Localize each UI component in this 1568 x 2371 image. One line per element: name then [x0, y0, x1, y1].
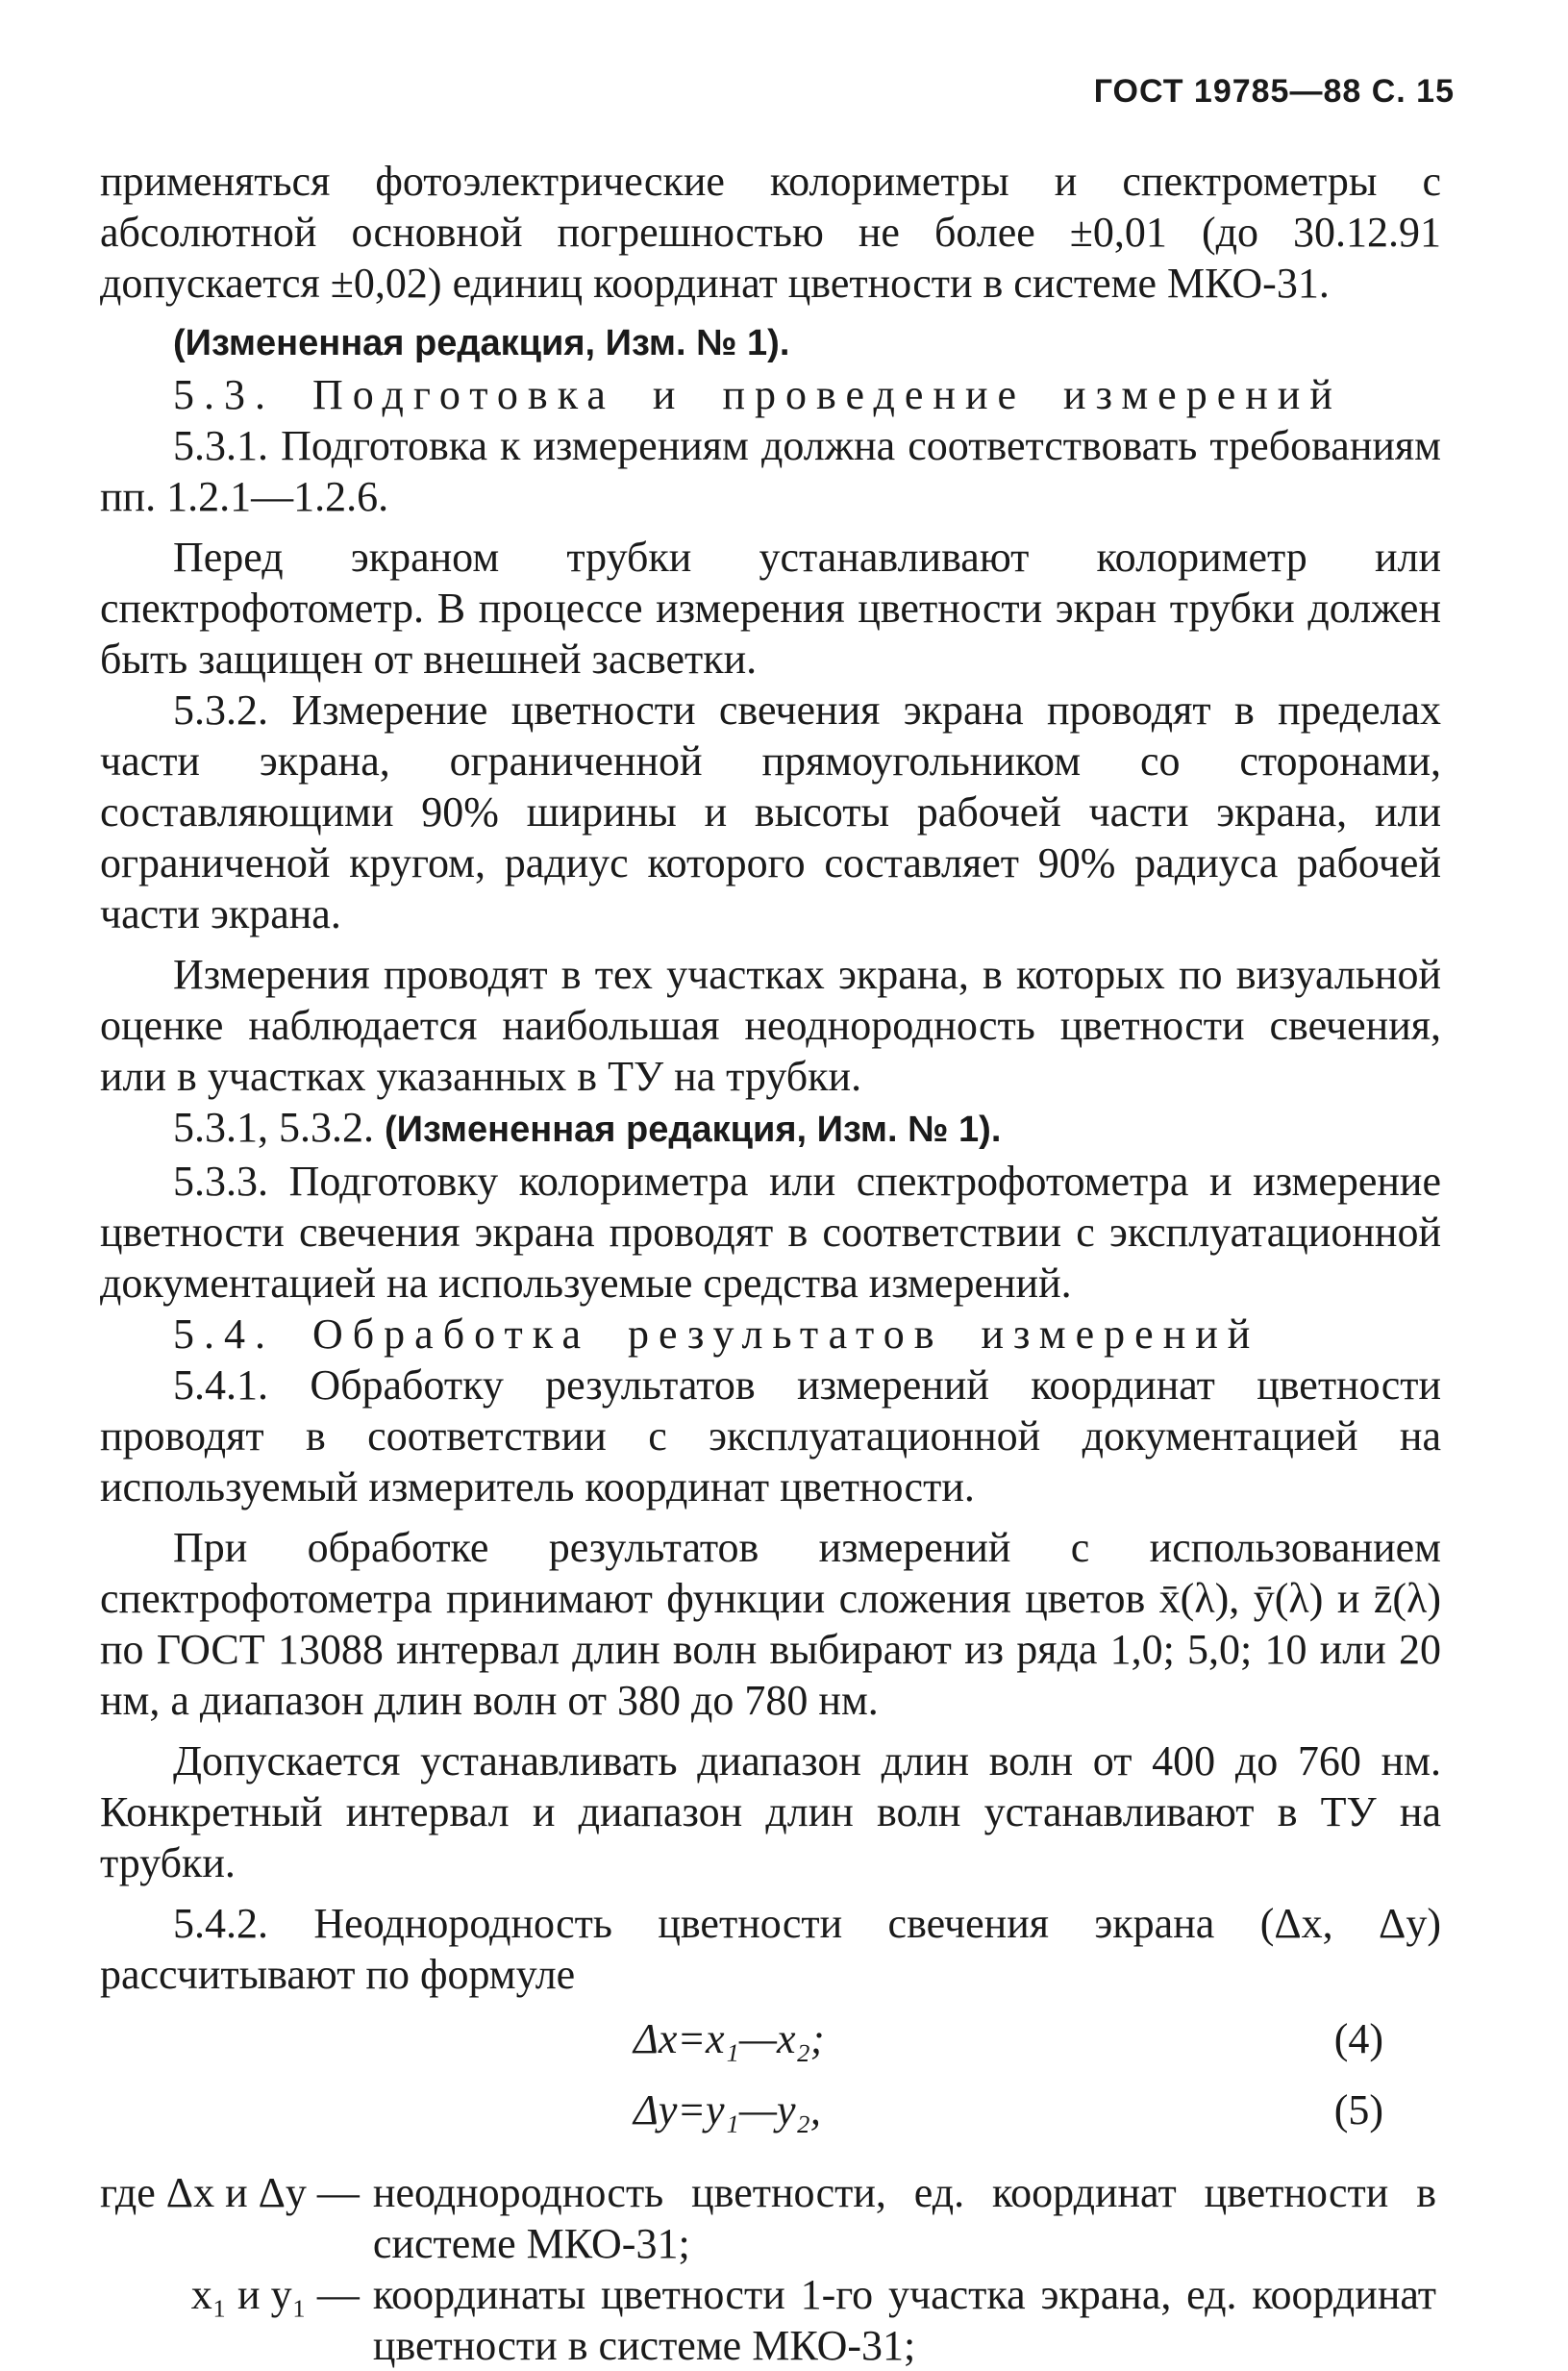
amendment-note: (Измененная редакция, Изм. № 1). [173, 323, 790, 363]
clause-5-4-2: 5.4.2. Неоднородность цветности свечения экрана (Δx, Δy) рассчитывают по формуле [100, 1900, 1441, 1998]
paragraph-wavelength-range: Допускается устанавливать диапазон длин волн от 400 до 760 нм. Конкретный интервал и диапазон длин волн устанавливают в ТУ на трубки. [100, 1737, 1441, 1886]
amendment-clauses: 5.3.1, 5.3.2. [173, 1104, 374, 1151]
paragraph-continuation: применяться фотоэлектрические колориметры и спектрометры с абсолютной основной погрешностью не более ±0,01 (до 30.12.91 допускается ±0,02) единиц координат цветности в системе МКО-31. [100, 158, 1441, 307]
section-heading-5-3: 5.3. Подготовка и проведение измерений [173, 371, 1342, 418]
definition-text: неоднородность цветности, ед. координат цветности в системе МКО-31; [372, 2169, 1436, 2267]
definition-term: x₁ и y₁ — [190, 2271, 360, 2318]
definition-term: где Δx и Δy — [100, 2169, 360, 2216]
amendment-label: (Измененная редакция, Изм. № 1). [385, 1110, 1002, 1150]
equation-number-5: (5) [1333, 2086, 1383, 2134]
clause-5-3-3: 5.3.3. Подготовку колориметра или спектрофотометра и измерение цветности свечения экрана проводят в соответствии с эксплуатационной документацией на используемые средства измерений. [100, 1158, 1441, 1307]
equation-number-4: (4) [1333, 2015, 1383, 2062]
formula-delta-x: Δx=x₁—x₂; [634, 2015, 825, 2062]
formula-delta-y: Δy=y₁—y₂, [634, 2086, 821, 2134]
clause-5-4-1: 5.4.1. Обработку результатов измерений координат цветности проводят в соответствии с эксплуатационной документацией на используемый измеритель координат цветности. [100, 1361, 1441, 1510]
paragraph-screen-protection: Перед экраном трубки устанавливают колориметр или спектрофотометр. В процессе измерения цветности экран трубки должен быть защищен от внешней засветки. [100, 534, 1441, 683]
clause-5-3-2: 5.3.2. Измерение цветности свечения экрана проводят в пределах части экрана, ограниченной прямоугольником со сторонами, составляющими 90% ширины и высоты рабочей части экрана, или ограниченой кругом, радиус которого составляет 90% радиуса рабочей части экрана. [100, 686, 1441, 937]
definition-text: координаты цветности 1-го участка экрана, ед. координат цветности в системе МКО-31; [372, 2271, 1436, 2369]
page-header: ГОСТ 19785—88 С. 15 [1093, 73, 1455, 110]
section-heading-5-4: 5.4. Обработка результатов измерений [173, 1310, 1260, 1358]
paragraph-measurement-areas: Измерения проводят в тех участках экрана, в которых по визуальной оценке наблюдается наибольшая неоднородность цветности свечения, или в участках указанных в ТУ на трубки. [100, 951, 1441, 1100]
amendment-note-5-3 [100, 1102, 1441, 1156]
formula-block [100, 2013, 1441, 2158]
definitions-list [100, 2167, 1436, 2371]
clause-5-3-1: 5.3.1. Подготовка к измерениям должна соответствовать требованиям пп. 1.2.1—1.2.6. [100, 422, 1441, 520]
document-body [100, 156, 1441, 2371]
paragraph-spectrophotometer-processing: При обработке результатов измерений с использованием спектрофотометра принимают функции сложения цветов x̄(λ), ȳ(λ) и z̄(λ) по ГОСТ 13088 интервал длин волн выбирают из ряда 1,0; 5,0; 10 или 20 нм, а диапазон длин волн от 380 до 780 нм. [100, 1524, 1441, 1724]
